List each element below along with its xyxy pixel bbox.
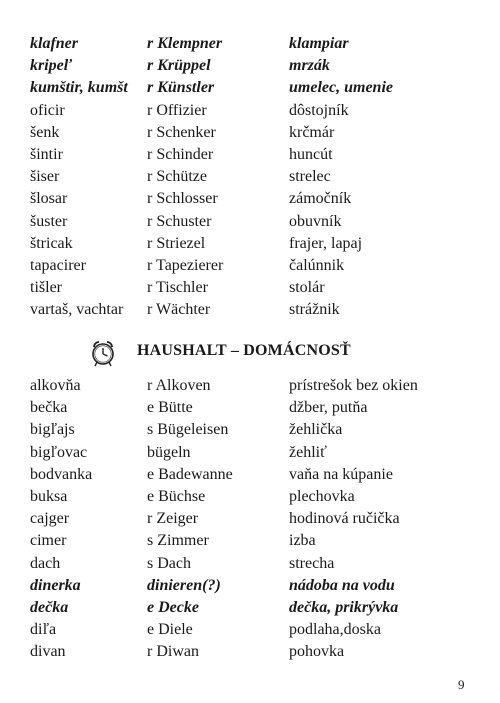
slovak-word: zámočník (289, 190, 352, 208)
german-word: r Schuster (147, 212, 212, 230)
slovak-word: žehlička (289, 421, 343, 439)
list-item (0, 597, 500, 619)
slovak-word: klampiar (289, 35, 349, 52)
german-word: e Badewanne (147, 465, 233, 483)
list-item (0, 419, 500, 441)
slovak-word: strážnik (289, 301, 340, 319)
german-word: r Wächter (147, 301, 211, 319)
dialect-word: klafner (30, 35, 78, 52)
word-list-household (0, 375, 500, 663)
slovak-word: nádoba na vodu (289, 576, 395, 594)
dialect-word: bigľovac (30, 443, 88, 461)
slovak-word: vaňa na kúpanie (289, 465, 393, 483)
list-item (0, 188, 500, 210)
german-word: e Diele (147, 621, 193, 639)
dialect-word: šenk (30, 123, 60, 141)
german-word: s Zimmer (147, 532, 209, 550)
list-item (0, 122, 500, 144)
section-title: HAUSHALT – DOMÁCNOSŤ (137, 342, 351, 359)
slovak-word: prístrešok bez okien (289, 377, 418, 394)
list-item (0, 166, 500, 188)
german-word: r Tapezierer (147, 256, 224, 274)
slovak-word: obuvník (289, 212, 342, 230)
slovak-word: dôstojník (289, 101, 349, 119)
slovak-word: podlaha,doska (289, 621, 381, 639)
slovak-word: plechovka (289, 487, 355, 505)
dialect-word: alkovňa (30, 377, 81, 394)
dialect-word: vartaš, vachtar (30, 301, 124, 319)
slovak-word: mrzák (289, 57, 330, 75)
german-word: e Bütte (147, 399, 193, 417)
german-word: s Dach (147, 554, 191, 572)
section-heading (0, 336, 500, 370)
list-item (0, 33, 500, 55)
dialect-word: štricak (30, 234, 73, 252)
dialect-word: kumštir, kumšt (30, 79, 128, 97)
dialect-word: tišler (30, 279, 62, 297)
list-item (0, 375, 500, 397)
german-word: r Klempner (147, 35, 223, 52)
german-word: r Alkoven (147, 377, 211, 394)
list-item (0, 299, 500, 321)
dialect-word: cimer (30, 532, 67, 550)
dialect-word: šiser (30, 168, 60, 186)
german-word: r Schütze (147, 168, 207, 186)
german-word: e Decke (147, 598, 199, 616)
list-item (0, 233, 500, 255)
slovak-word: čalúnnik (289, 256, 345, 274)
dialect-word: bigľajs (30, 421, 75, 439)
dialect-word: oficir (30, 101, 65, 119)
alarm-clock-icon (88, 338, 118, 368)
german-word: dinieren(?) (147, 576, 221, 594)
slovak-word: izba (289, 532, 316, 550)
slovak-word: frajer, lapaj (289, 234, 363, 252)
list-item (0, 464, 500, 486)
dialect-word: dinerka (30, 576, 81, 594)
german-word: r Schinder (147, 145, 214, 163)
german-word: r Offizier (147, 101, 207, 119)
german-word: s Bügeleisen (147, 421, 229, 439)
list-item (0, 277, 500, 299)
list-item (0, 641, 500, 663)
list-item (0, 619, 500, 641)
german-word: r Striezel (147, 234, 206, 252)
list-item (0, 144, 500, 166)
slovak-word: stolár (289, 279, 325, 297)
german-word: r Krüppel (147, 57, 211, 75)
dialect-word: cajger (30, 510, 70, 528)
slovak-word: dečka, prikrývka (289, 598, 399, 616)
dialect-word: dečka (30, 598, 69, 616)
german-word: e Büchse (147, 487, 206, 505)
list-item (0, 211, 500, 233)
list-item (0, 553, 500, 575)
dialect-word: dach (30, 554, 61, 572)
slovak-word: pohovka (289, 643, 345, 661)
dialect-word: šintir (30, 145, 63, 163)
slovak-word: krčmár (289, 123, 335, 141)
german-word: r Schenker (147, 123, 216, 141)
list-item (0, 397, 500, 419)
dialect-word: bodvanka (30, 465, 93, 483)
dialect-word: šlosar (30, 190, 68, 208)
dialect-word: diľa (30, 621, 57, 639)
german-word: r Zeiger (147, 510, 199, 528)
slovak-word: strelec (289, 168, 331, 186)
list-item (0, 575, 500, 597)
word-list-professions (0, 33, 500, 321)
dialect-word: bečka (30, 399, 68, 417)
slovak-word: umelec, umenie (289, 79, 393, 97)
german-word: r Tischler (147, 279, 208, 297)
german-word: r Schlosser (147, 190, 218, 208)
slovak-word: strecha (289, 554, 335, 572)
german-word: r Künstler (147, 79, 215, 97)
list-item (0, 255, 500, 277)
list-item (0, 77, 500, 99)
list-item (0, 486, 500, 508)
dialect-word: divan (30, 643, 66, 661)
list-item (0, 100, 500, 122)
list-item (0, 530, 500, 552)
slovak-word: hodinová ručička (289, 510, 400, 528)
slovak-word: žehliť (289, 443, 327, 461)
list-item (0, 508, 500, 530)
dialect-word: tapacirer (30, 256, 86, 274)
slovak-word: džber, putňa (289, 399, 368, 417)
german-word: bügeln (147, 443, 191, 461)
slovak-word: huncút (289, 145, 333, 163)
dialect-word: šuster (30, 212, 68, 230)
dialect-word: kripeľ (30, 57, 73, 75)
dialect-word: buksa (30, 487, 68, 505)
page-number: 9 (458, 677, 465, 692)
german-word: r Diwan (147, 643, 199, 661)
list-item (0, 55, 500, 77)
list-item (0, 442, 500, 464)
